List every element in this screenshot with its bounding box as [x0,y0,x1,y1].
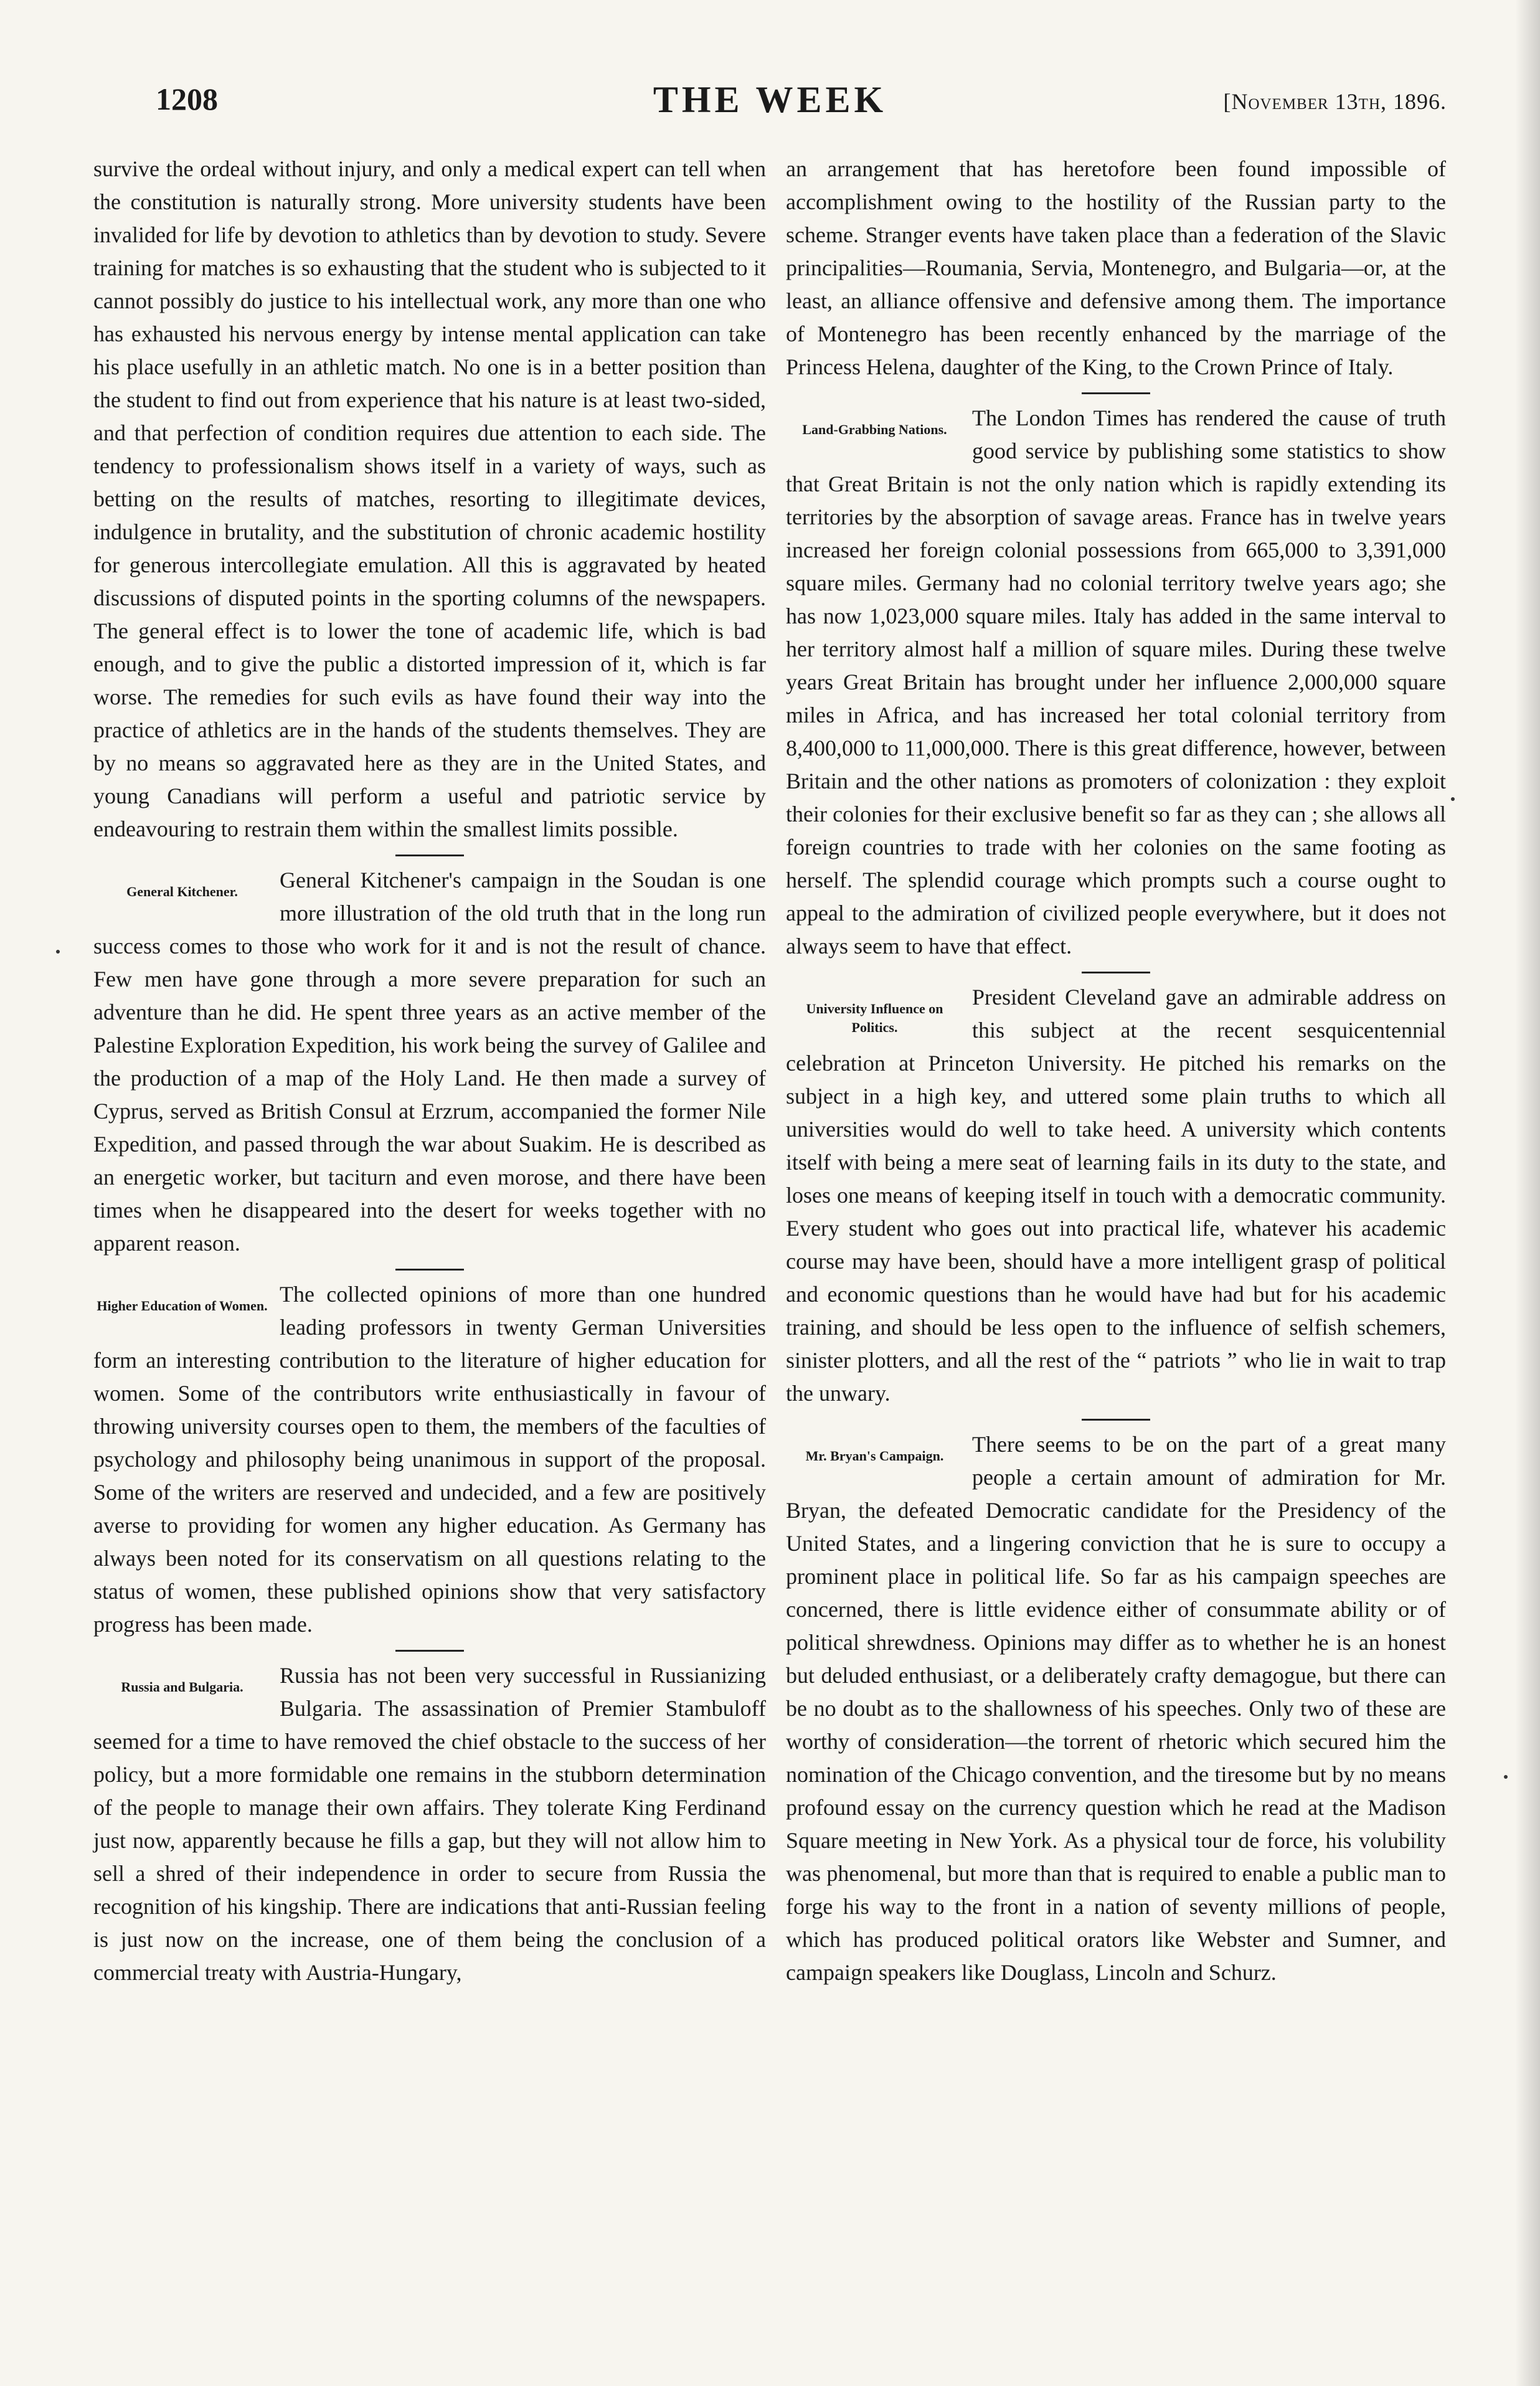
section-text: The London Times has rendered the cause of truth good service by publishing some statistics to show that Great Britain is not the only nation which is rapidly extending its territories by the absorption of savage areas. France has in twelve years increased her foreign colonial possessions from 665,000 to 3,391,000 square miles. Germany had no colonial territory twelve years ago; she has now 1,023,000 square miles. Italy has added in the same interval to her territory almost half a million of square miles. During these twelve years Great Britain has brought under her influence 2,000,000 square miles in Africa, and has increased her total colonial territory from 8,400,000 to 11,000,000. There is this great difference, however, between Britain and the other nations as promoters of colonization : they exploit their colonies for their exclusive benefit so far as they can ; she allows all foreign countries to trade with her colonies on the same footing as herself. The splendid courage which prompts such a course ought to appeal to the admiration of civilized people everywhere, but it does not always seem to have that effect. [786,405,1446,959]
section-russia-bulgaria [93,1659,766,1989]
section-text: President Cleveland gave an admirable address on this subject at the recent sesquicentennial celebration at Princeton University. He pitched his remarks on the subject in a high key, and uttered some plain truths to which all universities would do well to take heed. A university which contents itself with being a mere seat of learning fails in its duty to the state, and loses one means of keeping itself in touch with a democratic community. Every student who goes out into practical life, whatever his academic course may have been, should have a more intelligent grasp of political and economic questions than he would have had but for his academic training, and should be less open to the influence of selfish schemers, sinister plotters, and all the rest of the “ patriots ” who lie in wait to trap the unwary. [786,985,1446,1406]
margin-note: University Influence on Politics. [806,1001,943,1035]
margin-note: Higher Education of Women. [97,1298,268,1314]
section-divider [395,1650,464,1652]
margin-note: General Kitchener. [126,884,238,899]
section-land-grabbing [786,402,1446,963]
section-divider [1082,1419,1150,1421]
section-divider [395,855,464,856]
section-divider [1082,972,1150,973]
section-divider [1082,392,1150,394]
left-opening-paragraph: survive the ordeal without injury, and only a medical expert can tell when the constitution is naturally strong. More university students have been invalided for life by devotion to athletics than by devotion to study. Severe training for matches is so exhausting that the student who is subjected to it cannot possibly do justice to his intellectual work, any more than one who has exhausted his nervous energy by intense mental application can take his place usefully in an athletic match. No one is in a better position than the student to find out from experience that his nature is at least two-sided, and that perfection of condition requires due attention to each side. The tendency to professionalism shows itself in a variety of ways, such as betting on the results of matches, resorting to illegitimate devices, indulgence in brutality, and the substitution of chronic academic hostility for generous intercollegiate emulation. All this is aggravated by heated discussions of disputed points in the sporting columns of the newspapers. The general effect is to lower the tone of academic life, which is bad enough, and to give the public a distorted impression of it, which is far worse. The remedies for such evils as have found their way into the practice of athletics are in the hands of the students themselves. They are by no means so aggravated here as they are in the United States, and young Canadians will perform a useful and patriotic service by endeavouring to restrain them within the smallest limits possible. [93,156,766,841]
page-header [0,81,1540,137]
section-higher-education [93,1278,766,1641]
section-text: General Kitchener's campaign in the Soudan is one more illustration of the old truth that in the long run success comes to those who work for it and is not the result of chance. Few men have gone through a more severe preparation for such an adventure than he did. He spent three years as an active member of the Palestine Exploration Expedition, his work being the survey of Galilee and the production of a map of the Holy Land. He then made a survey of Cyprus, served as British Consul at Erzrum, accompanied the former Nile Expedition, and passed through the war about Suakim. He is described as an energetic worker, but taciturn and even morose, and there have been times when he disappeared into the desert for weeks together with no apparent reason. [93,868,766,1256]
ink-speck [1451,797,1455,801]
left-column [93,153,766,1989]
masthead-title: THE WEEK [653,79,887,120]
ink-speck [56,950,60,954]
section-text: The collected opinions of more than one hundred leading professors in twenty German Universities form an interesting contribution to the literature of higher education for women. Some of the contributors write enthusiastically in favour of throwing university courses open to them, the members of the faculties of psychology and philosophy being unanimous in support of the proposal. Some of the writers are reserved and undecided, and a few are positively averse to providing for women any higher education. As Germany has always been noted for its conservatism on all questions relating to the status of women, these published opinions show that very satisfactory progress has been made. [93,1282,766,1637]
page-number: 1208 [156,82,218,116]
section-divider [395,1269,464,1271]
section-bryan-campaign [786,1428,1446,1989]
margin-note: Mr. Bryan's Campaign. [805,1448,944,1464]
page-edge-shading [1515,0,1540,2386]
section-university-influence [786,981,1446,1410]
section-text: Russia has not been very successful in Russianizing Bulgaria. The assassination of Premier Stambuloff seemed for a time to have removed the chief obstacle to the success of her policy, but a more formidable one remains in the stubborn determination of the people to manage their own affairs. They tolerate King Ferdinand just now, apparently because he fills a gap, but they will not allow him to sell a shred of their independence in order to secure from Russia the recognition of his kingship. There are indications that anti-Russian feeling is just now on the increase, one of them being the conclusion of a commercial treaty with Austria-Hungary, [93,1663,766,1985]
margin-note: Russia and Bulgaria. [121,1679,243,1695]
section-text: There seems to be on the part of a great many people a certain amount of admiration for Mr. Bryan, the defeated Democratic candidate for the Presidency of the United States, and a lingering conviction that he is sure to occupy a prominent place in political life. So far as his campaign speeches are concerned, there is little evidence either of consummate ability or of political shrewdness. Opinions may differ as to whether he is an honest but deluded enthusiast, or a deliberately crafty demagogue, but there can be no doubt as to the shallowness of his speeches. Only two of these are worthy of consideration—the torrent of rhetoric which secured him the nomination of the Chicago convention, and the tiresome but by no means profound essay on the currency question which he read at the Madison Square meeting in New York. As a physical tour de force, his volubility was phenomenal, but more than that is required to enable a public man to forge his way to the front in a nation of seventy millions of people, which has produced political orators like Webster and Sumner, and campaign speakers like Douglass, Lincoln and Schurz. [786,1432,1446,1985]
margin-note: Land-Grabbing Nations. [802,422,947,437]
issue-date: [November 13th, 1896. [1223,89,1447,114]
section-general-kitchener [93,864,766,1260]
ink-speck [1504,1775,1508,1779]
right-opening-paragraph: an arrangement that has heretofore been found impossible of accomplishment owing to the hostility of the Russian party to the scheme. Stranger events have taken place than a federation of the Slavic principalities—Roumania, Servia, Montenegro, and Bulgaria—or, at the least, an alliance offensive and defensive among them. The importance of Montenegro has been recently enhanced by the marriage of the Princess Helena, daughter of the King, to the Crown Prince of Italy. [786,156,1446,379]
right-column [786,153,1446,1989]
